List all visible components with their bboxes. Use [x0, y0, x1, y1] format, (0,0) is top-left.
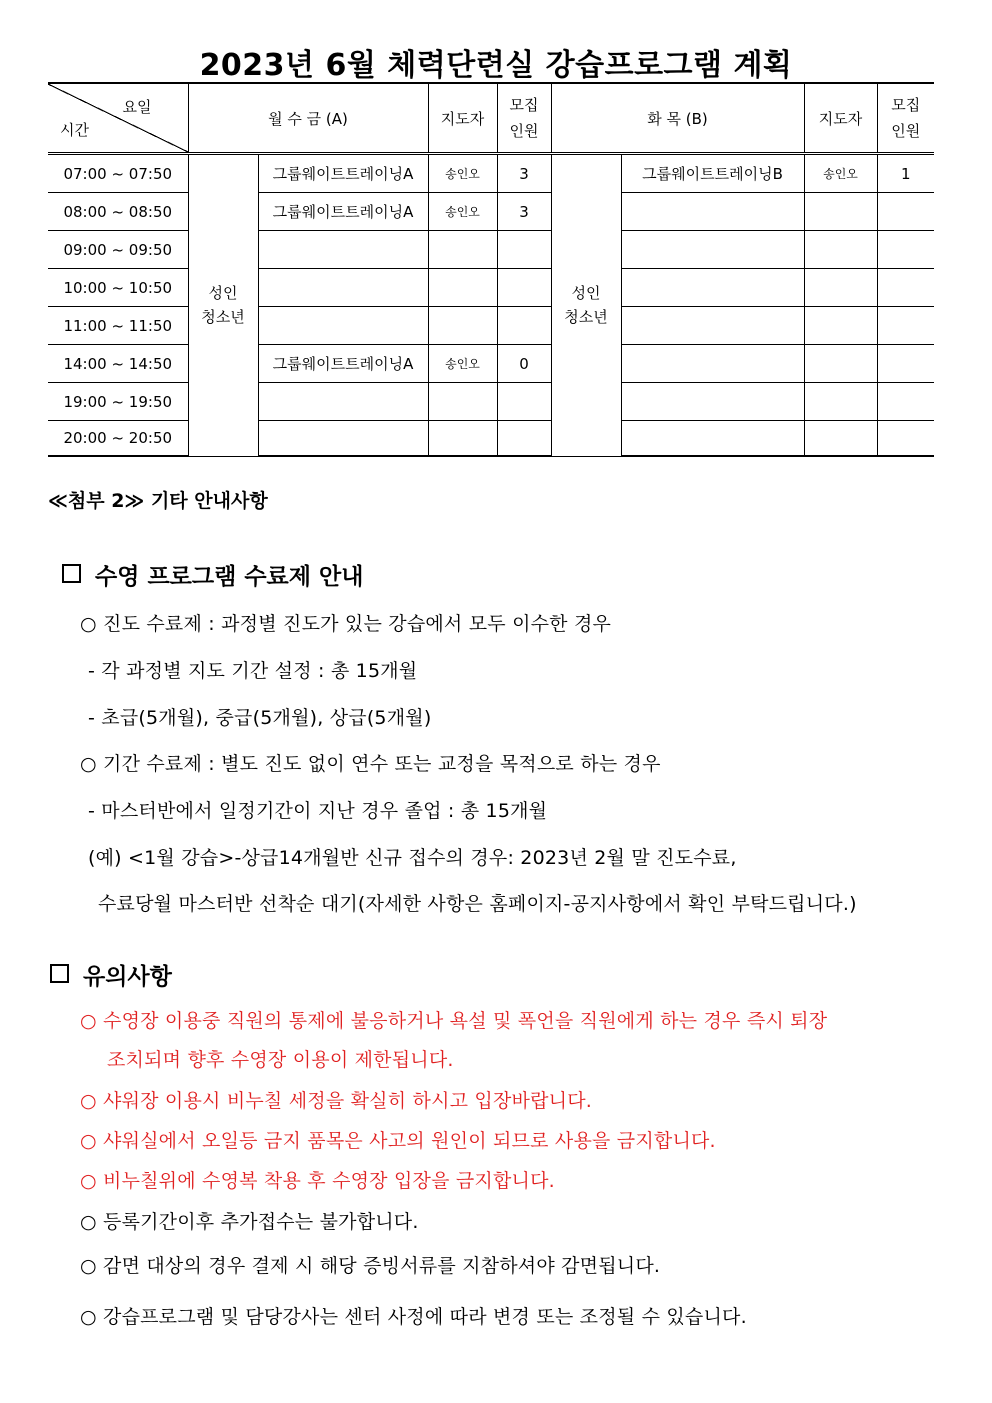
- program-b-cell: [621, 269, 804, 307]
- count-a-cell: 0: [497, 345, 551, 383]
- table-row: [48, 345, 934, 383]
- program-b-cell: [621, 307, 804, 345]
- instructor-a-cell: 송인오: [428, 345, 497, 383]
- count-b-cell: [877, 269, 934, 307]
- time-cell: 20:00 ~ 20:50: [48, 421, 188, 457]
- header-sigan: 시간: [60, 121, 89, 139]
- count-b-cell: [877, 421, 934, 457]
- table-row: [48, 307, 934, 345]
- target-group-b: [551, 154, 621, 457]
- schedule-table: [48, 82, 934, 457]
- instructor-a-cell: [428, 269, 497, 307]
- instructor-a-cell: [428, 421, 497, 457]
- count-a-cell: [497, 269, 551, 307]
- program-b-cell: [621, 383, 804, 421]
- page-title: 2023년 6월 체력단련실 강습프로그램 계획: [199, 48, 793, 83]
- instructor-a-cell: [428, 383, 497, 421]
- instructor-b-cell: [804, 307, 877, 345]
- instructor-a-cell: [428, 307, 497, 345]
- header-instructor-b: 지도자: [804, 83, 877, 154]
- count-a-cell: [497, 307, 551, 345]
- header-instructor-a: 지도자: [428, 83, 497, 154]
- swim-line: ○ 기간 수료제 : 별도 진도 없이 연수 또는 교정을 목적으로 하는 경우: [80, 753, 661, 775]
- program-b-cell: [621, 421, 804, 457]
- program-a-cell: [258, 231, 428, 269]
- count-b-cell: [877, 383, 934, 421]
- target-b-adult: 성인: [571, 284, 601, 303]
- instructor-b-cell: 송인오: [804, 154, 877, 193]
- notice-line-warning: ○ 비누칠위에 수영복 착용 후 수영장 입장을 금지합니다.: [80, 1170, 555, 1192]
- table-row: [48, 231, 934, 269]
- time-cell: 09:00 ~ 09:50: [48, 231, 188, 269]
- swim-line: (예) <1월 강습>-상급14개월반 신규 접수의 경우: 2023년 2월 말 진도수료,: [88, 847, 737, 869]
- count-b-cell: [877, 307, 934, 345]
- instructor-b-cell: [804, 231, 877, 269]
- instructor-a-cell: 송인오: [428, 193, 497, 231]
- swim-line: ○ 진도 수료제 : 과정별 진도가 있는 강습에서 모두 이수한 경우: [80, 613, 612, 635]
- notice-line-warning: 조치되며 향후 수영장 이용이 제한됩니다.: [107, 1049, 454, 1071]
- count-b-cell: [877, 345, 934, 383]
- program-b-cell: [621, 231, 804, 269]
- instructor-b-cell: [804, 193, 877, 231]
- program-a-cell: [258, 307, 428, 345]
- target-group-a: [188, 154, 258, 457]
- table-row: [48, 421, 934, 457]
- header-recruit-a: [497, 83, 551, 154]
- table-row: [48, 269, 934, 307]
- header-group-b: 화 목 (B): [551, 83, 804, 154]
- swim-line: - 초급(5개월), 중급(5개월), 상급(5개월): [88, 707, 432, 729]
- notice-line: ○ 강습프로그램 및 담당강사는 센터 사정에 따라 변경 또는 조정될 수 있습니다.: [80, 1306, 747, 1328]
- instructor-b-cell: [804, 421, 877, 457]
- instructor-b-cell: [804, 383, 877, 421]
- header-recruit-a-2: 인원: [509, 122, 539, 140]
- swim-line: - 마스터반에서 일정기간이 지난 경우 졸업 : 총 15개월: [88, 800, 548, 822]
- table-header-row: [48, 83, 934, 154]
- corner-header: [48, 83, 188, 154]
- header-group-a: 월 수 금 (A): [188, 83, 428, 154]
- checkbox-square-icon: [62, 564, 81, 583]
- instructor-b-cell: [804, 345, 877, 383]
- header-yoil: 요일: [122, 98, 152, 116]
- notice-heading-text: 유의사항: [83, 964, 172, 990]
- swim-line: - 각 과정별 지도 기간 설정 : 총 15개월: [88, 660, 418, 682]
- instructor-a-cell: 송인오: [428, 154, 497, 193]
- count-a-cell: 3: [497, 154, 551, 193]
- table-row: [48, 193, 934, 231]
- header-recruit-b-2: 인원: [891, 122, 921, 140]
- count-a-cell: [497, 383, 551, 421]
- count-b-cell: 1: [877, 154, 934, 193]
- swim-section-heading: [62, 558, 363, 591]
- program-b-cell: [621, 345, 804, 383]
- time-cell: 10:00 ~ 10:50: [48, 269, 188, 307]
- count-a-cell: 3: [497, 193, 551, 231]
- program-a-cell: [258, 269, 428, 307]
- count-a-cell: [497, 231, 551, 269]
- target-a-youth: 청소년: [201, 308, 245, 327]
- target-a-adult: 성인: [208, 284, 238, 303]
- notice-line-warning: ○ 샤워장 이용시 비누칠 세정을 확실히 하시고 입장바랍니다.: [80, 1090, 592, 1112]
- target-b-youth: 청소년: [564, 308, 608, 327]
- program-a-cell: [258, 383, 428, 421]
- count-b-cell: [877, 231, 934, 269]
- program-b-cell: 그룹웨이트트레이닝B: [621, 154, 804, 193]
- table-row: [48, 383, 934, 421]
- notice-line-warning: ○ 수영장 이용중 직원의 통제에 불응하거나 욕설 및 폭언을 직원에게 하는 경우 즉시 퇴장: [80, 1010, 828, 1032]
- notice-line: ○ 등록기간이후 추가접수는 불가합니다.: [80, 1211, 419, 1233]
- header-recruit-a-1: 모집: [509, 96, 539, 114]
- notice-section-heading: [50, 958, 172, 991]
- program-a-cell: 그룹웨이트트레이닝A: [258, 345, 428, 383]
- program-a-cell: [258, 421, 428, 457]
- program-a-cell: 그룹웨이트트레이닝A: [258, 193, 428, 231]
- count-b-cell: [877, 193, 934, 231]
- time-cell: 08:00 ~ 08:50: [48, 193, 188, 231]
- swim-heading-text: 수영 프로그램 수료제 안내: [95, 564, 364, 590]
- checkbox-square-icon: [50, 964, 69, 983]
- table-row: [48, 154, 934, 193]
- instructor-b-cell: [804, 269, 877, 307]
- time-cell: 11:00 ~ 11:50: [48, 307, 188, 345]
- header-recruit-b-1: 모집: [891, 96, 921, 114]
- attachment-title: ≪첨부 2≫ 기타 안내사항: [48, 490, 268, 512]
- header-recruit-b: [877, 83, 934, 154]
- program-b-cell: [621, 193, 804, 231]
- notice-line-warning: ○ 샤워실에서 오일등 금지 품목은 사고의 원인이 되므로 사용을 금지합니다.: [80, 1130, 716, 1152]
- swim-line: 수료당월 마스터반 선착순 대기(자세한 사항은 홈페이지-공지사항에서 확인 부탁드립니다.): [98, 893, 857, 915]
- time-cell: 19:00 ~ 19:50: [48, 383, 188, 421]
- notice-line: ○ 감면 대상의 경우 결제 시 해당 증빙서류를 지참하셔야 감면됩니다.: [80, 1255, 661, 1277]
- count-a-cell: [497, 421, 551, 457]
- time-cell: 14:00 ~ 14:50: [48, 345, 188, 383]
- program-a-cell: 그룹웨이트트레이닝A: [258, 154, 428, 193]
- instructor-a-cell: [428, 231, 497, 269]
- time-cell: 07:00 ~ 07:50: [48, 154, 188, 193]
